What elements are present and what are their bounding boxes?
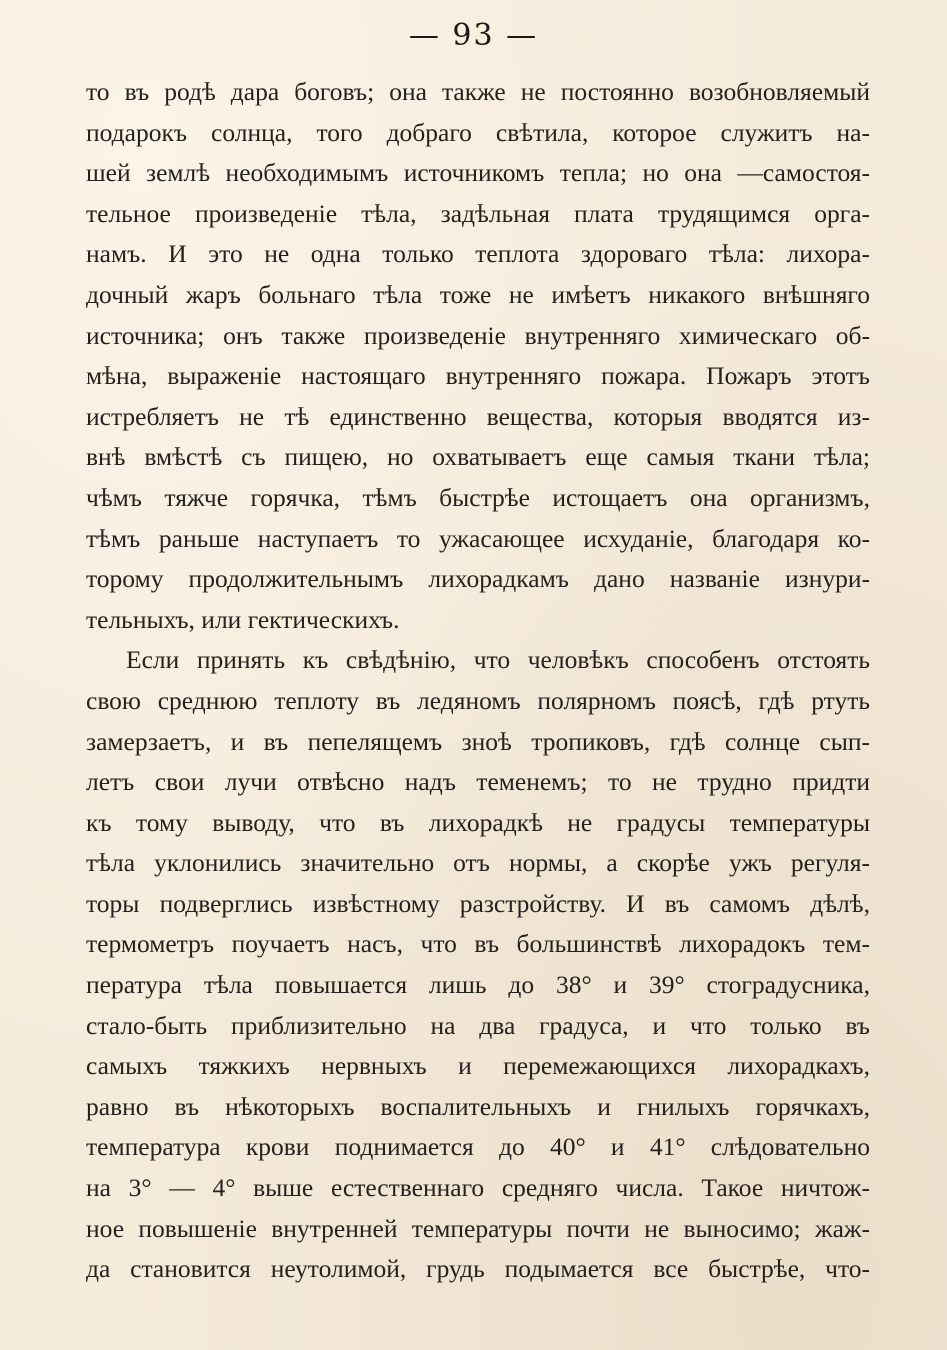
text-line: тѣмъ раньше наступаетъ то ужасающее исхуданiе, благодаря ко- (86, 523, 870, 553)
text-line: термометръ поучаетъ насъ, что въ большинствѣ лихорадокъ тем- (86, 929, 870, 959)
text-line: пература тѣла повышается лишь до 38° и 39° стоградусника, (86, 970, 870, 1000)
text-line: къ тому выводу, что въ лихорадкѣ не градусы температуры (86, 807, 870, 837)
text-line: истребляетъ не тѣ единственно вещества, которыя вводятся из- (86, 401, 870, 431)
text-line: тельныхъ, или гектическихъ. (86, 604, 400, 634)
text-line: ное повышенiе внутренней температуры почти не выносимо; жаж- (86, 1213, 870, 1243)
text-line: Если принять къ свѣдѣнiю, что человѣкъ способенъ отстоять (126, 645, 870, 675)
text-line: самыхъ тяжкихъ нервныхъ и перемежающихся лихорадкахъ, (86, 1051, 870, 1081)
text-line: летъ свои лучи отвѣсно надъ теменемъ; то не трудно придти (86, 767, 870, 797)
text-line: тѣла уклонились значительно отъ нормы, а скорѣе ужъ регуля- (86, 848, 870, 878)
body-text (86, 72, 870, 1290)
text-line: да становится неутолимой, грудь подымается все быстрѣе, что- (86, 1254, 870, 1284)
text-line: намъ. И это не одна только теплота здороваго тѣла: лихора- (86, 239, 870, 269)
text-line: шей землѣ необходимымъ источникомъ тепла; но она —самостоя- (86, 158, 870, 188)
paragraph-1 (86, 72, 870, 640)
text-line: мѣна, выраженiе настоящаго внутренняго пожара. Пожаръ этотъ (86, 361, 870, 391)
text-line: торому продолжительнымъ лихорадкамъ дано названiе изнури- (86, 564, 870, 594)
text-line: подарокъ солнца, того добраго свѣтила, которое служитъ на- (86, 117, 870, 147)
text-line: торы подверглись извѣстному разстройству. И въ самомъ дѣлѣ, (86, 888, 870, 918)
text-line: внѣ вмѣстѣ съ пищею, но охватываетъ еще самыя ткани тѣла; (86, 442, 870, 472)
text-line: стало-быть приблизительно на два градуса, и что только въ (86, 1010, 870, 1040)
text-line: температура крови поднимается до 40° и 41° слѣдовательно (86, 1132, 870, 1162)
text-line: на 3° — 4° выше естественнаго средняго числа. Такое ничтож- (86, 1173, 870, 1203)
text-line: равно въ нѣкоторыхъ воспалительныхъ и гнилыхъ горячкахъ, (86, 1091, 870, 1121)
text-line: замерзаетъ, и въ пепелящемъ знoѣ тропиковъ, гдѣ солнце сып- (86, 726, 870, 756)
text-line: дочный жаръ больнаго тѣла тоже не имѣетъ никакого внѣшняго (86, 279, 870, 309)
text-line: тельное произведенiе тѣла, задѣльная плата трудящимся орга- (86, 198, 870, 228)
text-line: то въ родѣ дара боговъ; она также не постоянно возобновляемый (86, 77, 870, 106)
paragraph-2 (86, 640, 870, 1290)
text-line: свою среднюю теплоту въ ледяномъ полярномъ поясѣ, гдѣ ртуть (86, 685, 870, 715)
page-number: — 93 — (408, 18, 539, 53)
text-line: источника; онъ также произведенiе внутренняго химическаго об- (86, 320, 870, 350)
text-line: чѣмъ тяжче горячка, тѣмъ быстрѣе истощаетъ она организмъ, (86, 482, 870, 512)
